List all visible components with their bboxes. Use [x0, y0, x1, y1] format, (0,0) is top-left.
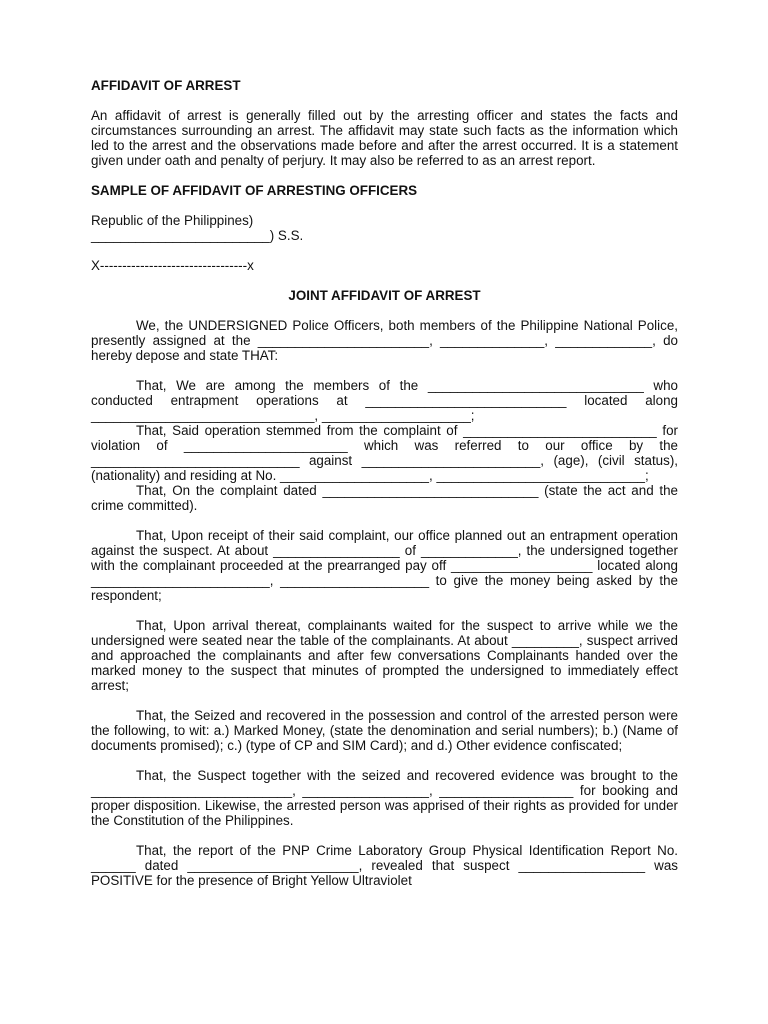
paragraph-depose: We, the UNDERSIGNED Police Officers, both members of the Philippine National Police, presently assigned at the _______________________, ______________, _____________, do hereby depose and state THAT: [91, 318, 678, 363]
paragraph-members: That, We are among the members of the _____________________________ who conducted entrapment operations at ___________________________ located along ______________________________, ____________________; [91, 378, 678, 423]
venue-line-1: Republic of the Philippines) [91, 213, 254, 228]
paragraph-complaint-dated: That, On the complaint dated _____________________________ (state the act and the crime committed). [91, 483, 678, 513]
sample-heading: SAMPLE OF AFFIDAVIT OF ARRESTING OFFICERS [91, 183, 418, 198]
paragraph-entrapment: That, Upon receipt of their said complaint, our office planned out an entrapment operation against the suspect. At about _________________ of _____________, the undersigned together with the complainant proceeded at the prearranged pay off ___________________ located along ________________________, ____________________ to give the money being asked by the respondent; [91, 528, 678, 603]
paragraph-operation: That, Said operation stemmed from the complaint of __________________________ for violation of ______________________ which was referred to our office by the ____________________________ against ________________________, (age), (civil status), (nationality) and residing at No. ____________________, ____________________________; [91, 423, 678, 483]
intro-paragraph: An affidavit of arrest is generally filled out by the arresting officer and states the facts and circumstances surrounding an arrest. The affidavit may state such facts as the information which led to the arrest and the observations made before and after the arrest occurred. It is a statement given under oath and penalty of perjury. It may also be referred to as an arrest report. [91, 108, 678, 168]
document-title: AFFIDAVIT OF ARREST [91, 78, 241, 93]
paragraph-arrival: That, Upon arrival thereat, complainants waited for the suspect to arrive while we the undersigned were seated near the table of the complainants. At about _________, suspect arrived and approached the complainants and after few conversations Complainants handed over the marked money to the suspect that minutes of prompted the undersigned to immediately effect arrest; [91, 618, 678, 693]
paragraph-booking: That, the Suspect together with the seized and recovered evidence was brought to the ___________________________, _________________, __________________ for booking and proper disposition. Likewise, the arrested person was apprised of their rights as provided for under the Constitution of the Philippines. [91, 768, 678, 828]
venue-line-2: ________________________) S.S. [91, 228, 304, 243]
document-page [91, 78, 678, 888]
paragraph-lab-report: That, the report of the PNP Crime Laboratory Group Physical Identification Report No. ______ dated _______________________, revealed that suspect _________________ was POSITIVE for the presence of Bright Yellow Ultraviolet [91, 843, 678, 888]
paragraph-seized: That, the Seized and recovered in the possession and control of the arrested person were the following, to wit: a.) Marked Money, (state the denomination and serial numbers); b.) (Name of documents promised); c.) (type of CP and SIM Card); and d.) Other evidence confiscated; [91, 708, 678, 753]
separator-line: X---------------------------------x [91, 258, 254, 273]
form-title: JOINT AFFIDAVIT OF ARREST [288, 288, 481, 303]
